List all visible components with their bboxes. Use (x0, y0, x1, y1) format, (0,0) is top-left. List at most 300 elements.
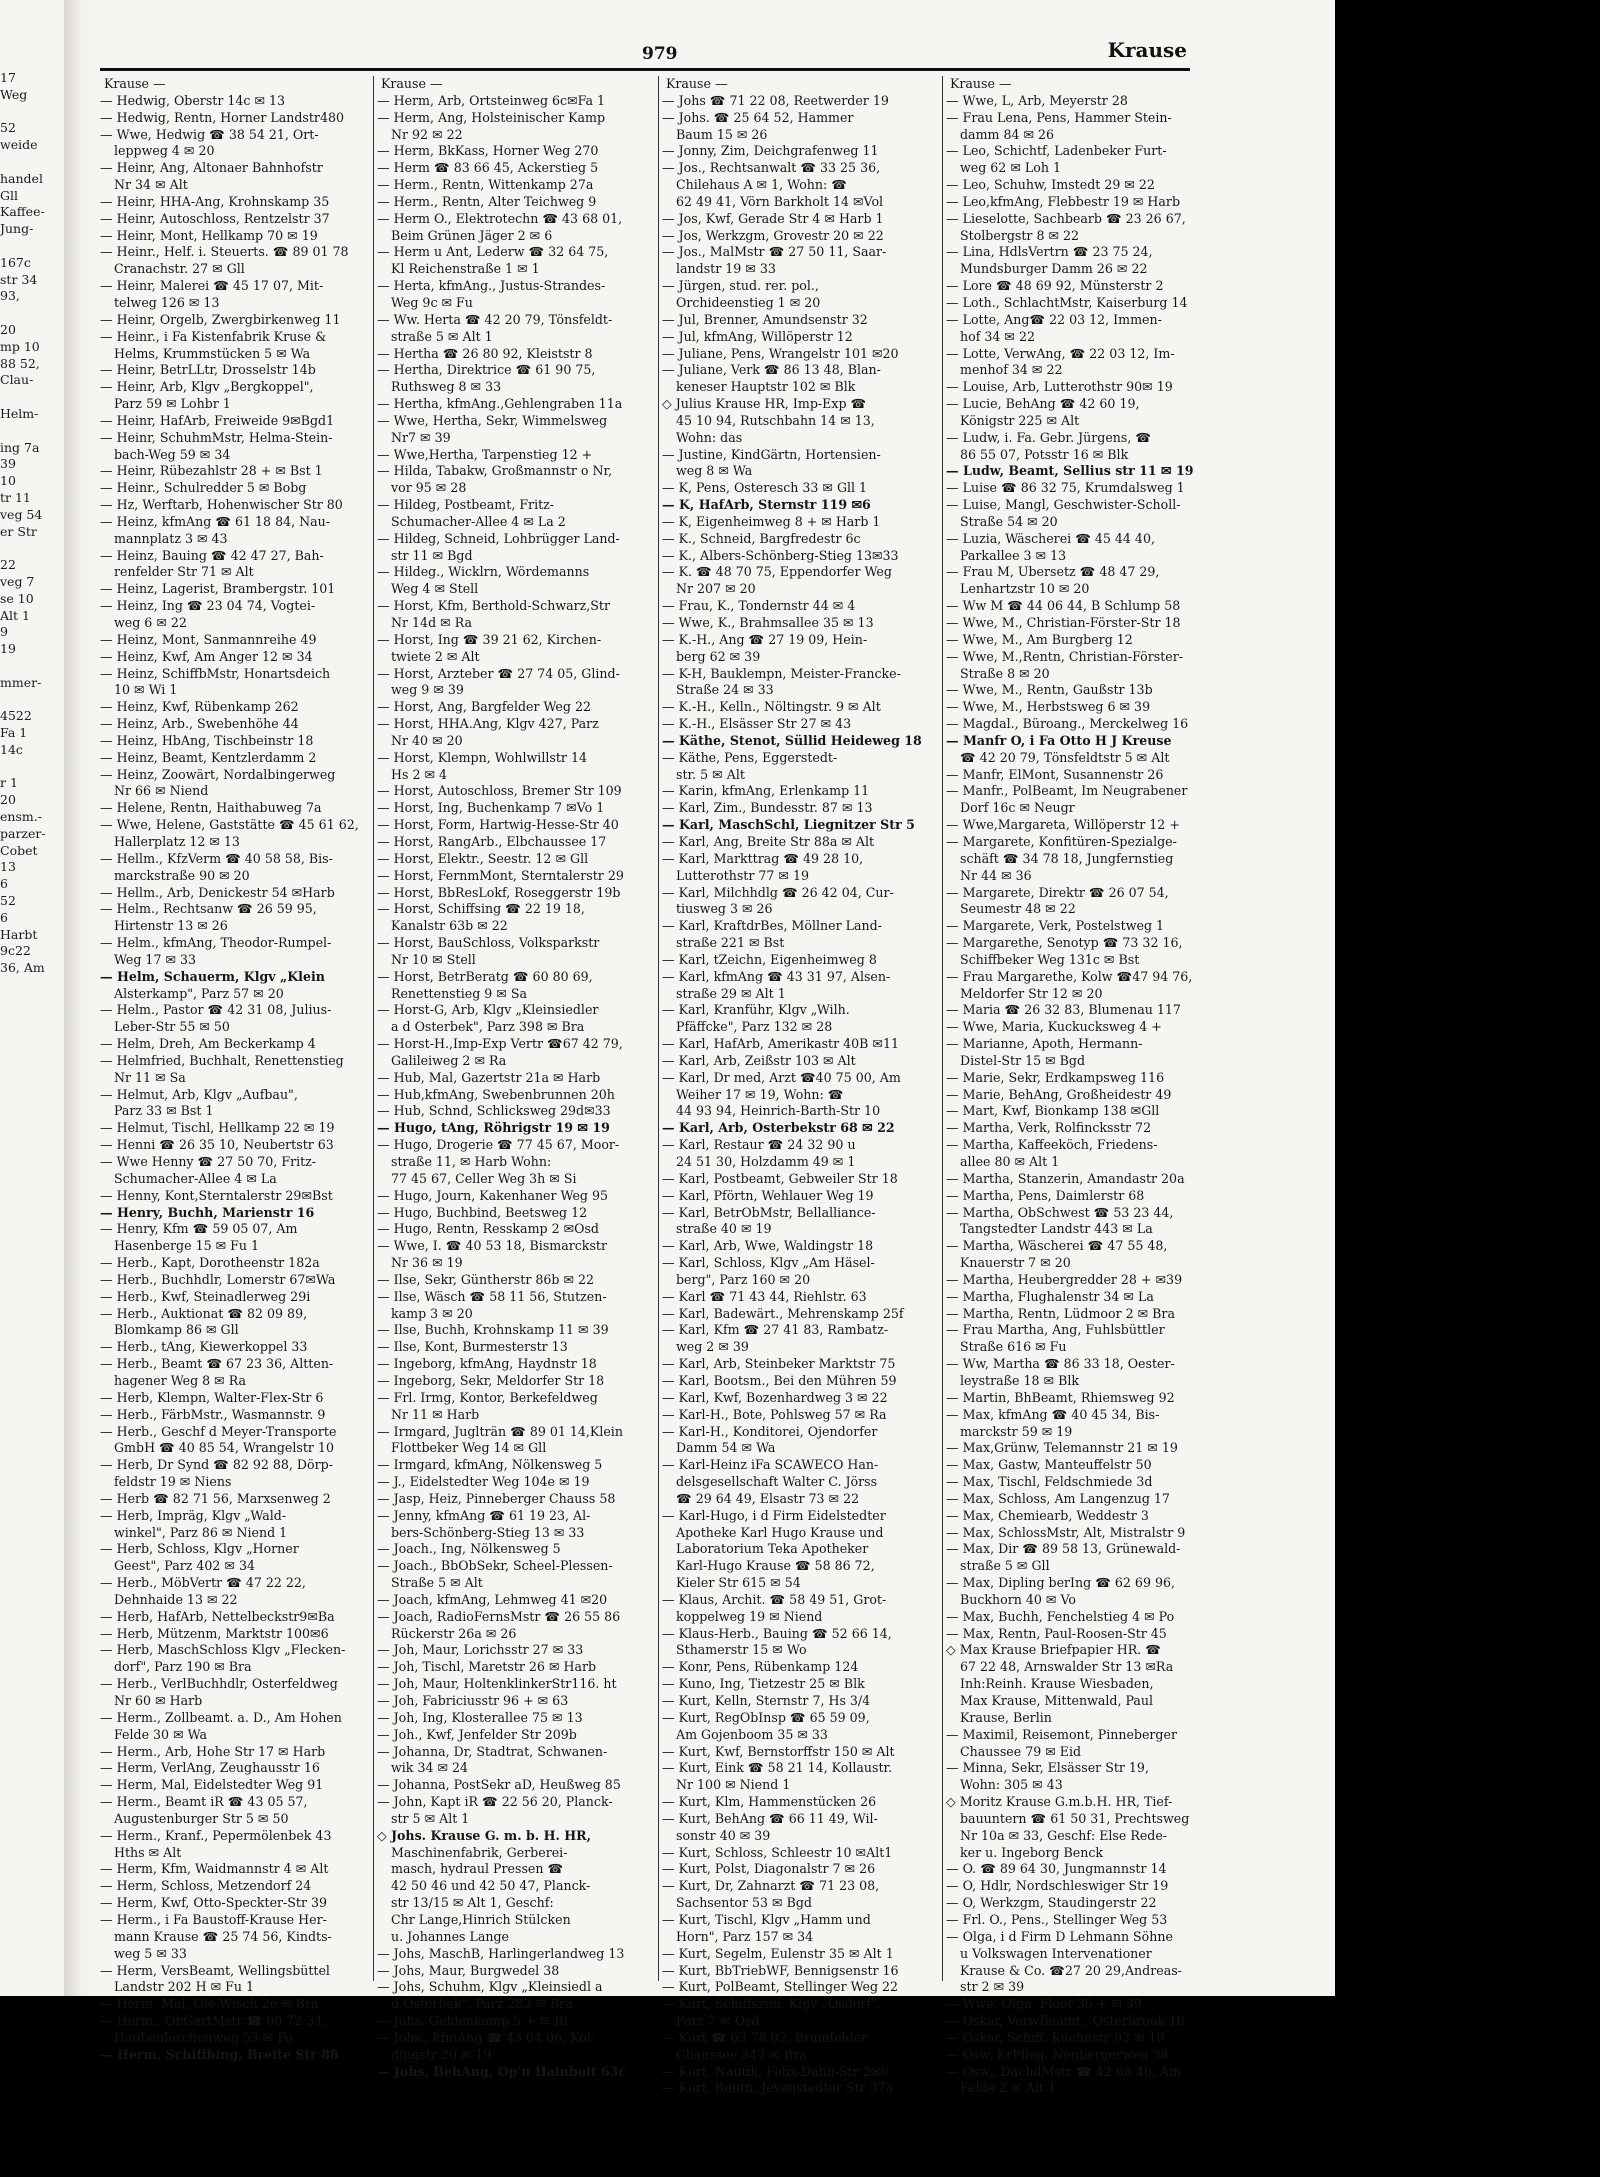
directory-entry: — Johs., kfmAng ☎ 43 04 06, Kol- (377, 2029, 596, 2045)
margin-fragment (0, 238, 60, 255)
directory-entry: — Marianne, Apoth, Hermann- (946, 1036, 1143, 1052)
entry-continuation: telweg 126 ✉ 13 (114, 294, 220, 310)
entry-continuation: Tangstedter Landstr 443 ✉ La (960, 1221, 1153, 1237)
margin-fragment: 52 (0, 893, 16, 909)
directory-entry: — Max, SchlossMstr, Alt, Mistralstr 9 (946, 1524, 1186, 1540)
directory-entry: — Joach., Ing, Nölkensweg 5 (377, 1541, 561, 1557)
directory-entry: — Herm., ObGartMstr ☎ 60 72 34, (100, 2013, 327, 2029)
entry-continuation: d Osterbek", Parz 283 ✉ Bra (391, 1996, 573, 2012)
entry-continuation: Beim Grünen Jäger 2 ✉ 6 (391, 227, 553, 243)
directory-entry: — Karl, Milchhdlg ☎ 26 42 04, Cur- (662, 884, 894, 900)
directory-entry: — Heinz, SchiffbMstr, Honartsdeich (100, 665, 331, 681)
directory-entry: — Heinr, Arb, Klgv „Bergkoppel", (100, 379, 314, 395)
entry-continuation: Distel-Str 15 ✉ Bgd (960, 1052, 1086, 1068)
directory-entry: — Herm., Arb, Hohe Str 17 ✉ Harb (100, 1743, 326, 1759)
directory-entry: — Karl, Arb, Steinbeker Marktstr 75 (662, 1356, 896, 1372)
entry-continuation: sonstr 40 ✉ 39 (676, 1827, 771, 1843)
directory-entry: — Herm., Kranf., Pepermölenbek 43 (100, 1827, 332, 1843)
directory-entry: — Hertha, Direktrice ☎ 61 90 75, (377, 362, 596, 378)
directory-entry: — Kurt, Dr, Zahnarzt ☎ 71 23 08, (662, 1878, 880, 1894)
entry-continuation: kamp 3 ✉ 20 (391, 1305, 473, 1321)
directory-entry: — Wwe, I. ☎ 40 53 18, Bismarckstr (377, 1238, 607, 1254)
entry-continuation: Chaussee 347 ✉ Bra (676, 2046, 807, 2062)
directory-entry: — Jasp, Heiz, Pinneberger Chauss 58 (377, 1490, 616, 1506)
directory-entry: — Margarete, Direktr ☎ 26 07 54, (946, 884, 1169, 900)
margin-fragment: 13 (0, 859, 16, 875)
directory-entry: — Konr, Pens, Rübenkamp 124 (662, 1659, 859, 1675)
directory-entry: — Ww, Martha ☎ 86 33 18, Oester- (946, 1356, 1175, 1372)
entry-continuation: Lutterothstr 77 ✉ 19 (676, 867, 809, 883)
entry-continuation: Weg 9c ✉ Fu (391, 294, 473, 310)
directory-entry: — Heinz, Lagerist, Brambergstr. 101 (100, 581, 336, 597)
directory-entry: — Heinz, Bauing ☎ 42 47 27, Bah- (100, 547, 324, 563)
column-1 (100, 76, 370, 2062)
entry-continuation: Galileiweg 2 ✉ Ra (391, 1052, 507, 1068)
entry-continuation: u. Johannes Lange (391, 1928, 510, 1944)
directory-entry: — Kurt, Tischl, Klgv „Hamm und (662, 1911, 871, 1927)
directory-entry: — Martha, Rentn, Lüdmoor 2 ✉ Bra (946, 1305, 1175, 1321)
margin-fragment: parzer- (0, 825, 46, 841)
entry-continuation: Nr 60 ✉ Harb (114, 1693, 203, 1708)
column-2 (377, 76, 655, 2079)
entry-continuation: Parz 7 ✉ Osd (676, 2013, 760, 2029)
directory-entry: — Martha, Flughalenstr 34 ✉ La (946, 1288, 1154, 1304)
entry-continuation: Landstr 202 H ✉ Fu 1 (114, 1979, 255, 1995)
column-head: Krause — (950, 76, 1012, 91)
directory-entry: — Karl, Ang, Breite Str 88a ✉ Alt (662, 833, 875, 849)
entry-continuation: str 2 ✉ 39 (960, 1979, 1025, 1995)
directory-entry: — Herb, Dr Synd ☎ 82 92 88, Dörp- (100, 1457, 333, 1473)
margin-fragment: Fa 1 (0, 725, 28, 741)
entry-continuation: Damm 54 ✉ Wa (676, 1440, 776, 1456)
directory-entry: — Lina, HdlsVertrn ☎ 23 75 24, (946, 244, 1153, 260)
directory-entry: — Helm, Dreh, Am Beckerkamp 4 (100, 1036, 316, 1052)
margin-fragment: Gll (0, 187, 18, 203)
directory-entry: — Hugo, Buchbind, Beetsweg 12 (377, 1204, 588, 1220)
directory-entry: — Frau Margarethe, Kolw ☎47 94 76, (946, 968, 1193, 984)
margin-fragment (0, 423, 60, 440)
directory-entry: — Louise, Arb, Lutterothstr 90✉ 19 (946, 379, 1173, 395)
margin-fragment: Weg (0, 86, 28, 102)
directory-entry: — Heinr, Ang, Altonaer Bahnhofstr (100, 160, 323, 176)
directory-entry: — Heinr., Schulredder 5 ✉ Bobg (100, 480, 307, 496)
entry-continuation: Nr 10 ✉ Stell (391, 951, 476, 967)
directory-entry: — Hertha, kfmAng.,Gehlengraben 11a (377, 396, 623, 412)
margin-fragment: mmer- (0, 674, 42, 690)
margin-fragment: str 34 (0, 271, 38, 287)
entry-continuation: Max Krause, Mittenwald, Paul (960, 1693, 1154, 1708)
entry-continuation: Flottbeker Weg 14 ✉ Gll (391, 1440, 547, 1456)
directory-entry: — Johs, Gehlenkamp 5 + ✉ Ri (377, 2013, 568, 2029)
directory-entry: — Kurt, Klm, Hammenstücken 26 (662, 1794, 877, 1810)
entry-continuation: Wohn: 305 ✉ 43 (960, 1777, 1063, 1793)
entry-continuation: Krause & Co. ☎27 20 29,Andreas- (960, 1962, 1182, 1978)
directory-entry: — Kuno, Ing, Tietzestr 25 ✉ Blk (662, 1676, 865, 1692)
directory-entry: — Joh, Maur, HoltenklinkerStr116. ht (377, 1676, 617, 1692)
directory-entry: — Heinr, Rübezahlstr 28 + ✉ Bst 1 (100, 463, 323, 479)
entry-continuation: vor 95 ✉ 28 (391, 480, 467, 496)
directory-entry: — Kurt, Eink ☎ 58 21 14, Kollaustr. (662, 1760, 893, 1776)
directory-entry: — Martin, BhBeamt, Rhiemsweg 92 (946, 1389, 1175, 1405)
entry-continuation: Straße 8 ✉ 20 (960, 665, 1050, 681)
margin-fragment: 52 (0, 120, 16, 136)
directory-entry: — Mart, Kwf, Bionkamp 138 ✉Gll (946, 1103, 1160, 1119)
directory-entry: — Kurt, Schloss, Schleestr 10 ✉Alt1 (662, 1844, 893, 1860)
entry-continuation: Nr 34 ✉ Alt (114, 177, 188, 193)
entry-continuation: wik 34 ✉ 24 (391, 1760, 469, 1776)
directory-entry: — Helm., Rechtsanw ☎ 26 59 95, (100, 901, 317, 917)
entry-continuation: Nr 100 ✉ Niend 1 (676, 1777, 791, 1793)
directory-entry: — Leo,kfmAng, Flebbestr 19 ✉ Harb (946, 193, 1181, 209)
directory-entry: — Horst, Form, Hartwig-Hesse-Str 40 (377, 817, 619, 833)
entry-continuation: Baum 15 ✉ 26 (676, 126, 768, 142)
directory-entry: — Wwe, K., Brahmsallee 35 ✉ 13 (662, 615, 874, 630)
directory-entry: — Hildeg, Postbeamt, Fritz- (377, 497, 555, 513)
margin-fragment (0, 389, 60, 406)
directory-entry: — Herm O., Elektrotechn ☎ 43 68 01, (377, 210, 623, 226)
directory-entry: — Herm, VersBeamt, Wellingsbüttel (100, 1962, 330, 1978)
directory-entry: — Horst, Ang, Bargfelder Weg 22 (377, 699, 591, 715)
directory-entry: — Karl, Pförtn, Wehlauer Weg 19 (662, 1187, 874, 1203)
entry-continuation: Hs 2 ✉ 4 (391, 766, 448, 782)
directory-entry: — Johs, Maur, Burgwedel 38 (377, 1962, 560, 1978)
entry-continuation: Schumacher-Allee 4 ✉ La 2 (391, 513, 566, 529)
entry-continuation: Kieler Str 615 ✉ 54 (676, 1575, 801, 1591)
directory-entry: — Minna, Sekr, Elsässer Str 19, (946, 1760, 1149, 1776)
directory-entry: — Heinr, Autoschloss, Rentzelstr 37 (100, 210, 330, 226)
directory-entry: — Osw., DachdMstr ☎ 42 68 46, Am (946, 2063, 1181, 2079)
directory-entry: — Horst-G, Arb, Klgv „Kleinsiedler (377, 1002, 599, 1018)
directory-entry: — Leo, Schuhw, Imstedt 29 ✉ 22 (946, 177, 1155, 193)
directory-entry: — K., Albers-Schönberg-Stieg 13✉33 (662, 547, 899, 563)
directory-entry: — Kurt, PolBeamt, Stellinger Weg 22 (662, 1979, 899, 1995)
directory-entry: — Helmut, Arb, Klgv „Aufbau", (100, 1086, 298, 1102)
margin-fragment: 88 52, (0, 355, 40, 371)
entry-continuation: 62 49 41, Vörn Barkholt 14 ✉Vol (676, 193, 884, 209)
directory-entry: — Lucie, BehAng ☎ 42 60 19, (946, 396, 1140, 412)
directory-entry: — Manfr O, i Fa Otto H J Kreuse (946, 732, 1172, 748)
entry-continuation: Schiffbeker Weg 131c ✉ Bst (960, 951, 1140, 967)
directory-entry: — Loth., SchlachtMstr, Kaiserburg 14 (946, 294, 1188, 310)
directory-entry: — Karl, BetrObMstr, Bellalliance- (662, 1204, 876, 1220)
directory-entry: — Irmgard, Juglträn ☎ 89 01 14,Klein (377, 1423, 623, 1439)
entry-continuation: Weg 4 ✉ Stell (391, 581, 479, 597)
entry-continuation: straße 11, ✉ Harb Wohn: (391, 1154, 552, 1169)
entry-continuation: dingstr 20 ✉ 19 (391, 2046, 492, 2062)
directory-entry: — K., Schneid, Bargfredestr 6c (662, 530, 861, 546)
directory-entry: — Hub,kfmAng, Swebenbrunnen 20h (377, 1086, 615, 1102)
directory-entry: — Herb ☎ 82 71 56, Marxsenweg 2 (100, 1490, 331, 1506)
directory-entry: — Heinz, kfmAng ☎ 61 18 84, Nau- (100, 513, 330, 529)
entry-continuation: 42 50 46 und 42 50 47, Planck- (391, 1878, 591, 1894)
directory-entry: — Kurt, Schiffszim, Klgv „Osdorf", (662, 1996, 881, 2012)
entry-continuation: Karl-Hugo Krause ☎ 58 86 72, (676, 1558, 875, 1574)
entry-continuation: dorf", Parz 190 ✉ Bra (114, 1659, 252, 1675)
entry-continuation: weg 2 ✉ 39 (676, 1339, 749, 1355)
directory-entry: — Hertha ☎ 26 80 92, Kleiststr 8 (377, 345, 593, 361)
entry-continuation: mannplatz 3 ✉ 43 (114, 530, 228, 546)
entry-continuation: Am Gojenboom 35 ✉ 33 (676, 1726, 828, 1742)
entry-continuation: renfelder Str 71 ✉ Alt (114, 564, 254, 580)
directory-entry: — Irmgard, kfmAng, Nölkensweg 5 (377, 1457, 603, 1473)
entry-continuation: str. 5 ✉ Alt (676, 766, 745, 782)
directory-entry: — Karl, KraftdrBes, Möllner Land- (662, 918, 882, 934)
directory-entry: — Martha, ObSchwest ☎ 53 23 44, (946, 1204, 1174, 1220)
margin-fragment: 9c22 (0, 943, 31, 959)
directory-entry: ◇ Max Krause Briefpapier HR. ☎ (946, 1642, 1161, 1658)
directory-entry: — Kurt, BehAng ☎ 66 11 49, Wil- (662, 1810, 878, 1826)
entry-continuation: Nr7 ✉ 39 (391, 429, 451, 445)
directory-entry: — Herb., FärbMstr., Wasmannstr. 9 (100, 1406, 326, 1422)
directory-entry: — Helm., kfmAng, Theodor-Rumpel- (100, 935, 332, 951)
directory-entry: — Herb, MaschSchloss Klgv „Flecken- (100, 1642, 346, 1658)
directory-entry: — Herb., Kapt, Dorotheenstr 182a (100, 1255, 320, 1271)
directory-entry: — Henni ☎ 26 35 10, Neubertstr 63 (100, 1137, 334, 1153)
entry-continuation: Straße 24 ✉ 33 (676, 682, 774, 698)
directory-entry: — Klaus-Herb., Bauing ☎ 52 66 14, (662, 1625, 892, 1641)
directory-entry: — Martha, Verk, Rolfincksstr 72 (946, 1120, 1152, 1136)
margin-fragment: mp 10 (0, 338, 40, 354)
directory-entry: — Herb., Kwf, Steinadlerweg 29i (100, 1288, 311, 1304)
directory-entry: — Klaus, Archit. ☎ 58 49 51, Grot- (662, 1591, 887, 1607)
entry-continuation: menhof 34 ✉ 22 (960, 362, 1063, 378)
entry-continuation: keneser Hauptstr 102 ✉ Blk (676, 379, 856, 395)
directory-entry: — Max, kfmAng ☎ 40 45 34, Bis- (946, 1406, 1160, 1422)
directory-entry: — Luise ☎ 86 32 75, Krumdalsweg 1 (946, 480, 1185, 496)
entry-continuation: Geest", Parz 402 ✉ 34 (114, 1558, 255, 1574)
directory-entry: — Justine, KindGärtn, Hortensien- (662, 446, 881, 462)
directory-entry: — Herb, Mützenm, Marktstr 100✉6 (100, 1625, 329, 1641)
directory-entry: ◇ Johs. Krause G. m. b. H. HR, (377, 1827, 591, 1843)
directory-entry: — Karl, Bootsm., Bei den Mühren 59 (662, 1372, 897, 1388)
directory-entry: — Max, Rentn, Paul-Roosen-Str 45 (946, 1625, 1167, 1641)
entry-continuation: Hirtenstr 13 ✉ 26 (114, 918, 228, 934)
directory-entry: — Jos, Kwf, Gerade Str 4 ✉ Harb 1 (662, 210, 884, 226)
directory-entry: — Kurt, Kelln, Sternstr 7, Hs 3/4 (662, 1693, 871, 1708)
entry-continuation: weg 62 ✉ Loh 1 (960, 160, 1061, 176)
margin-fragment: veg 54 (0, 506, 43, 522)
entry-continuation: a d Osterbek", Parz 398 ✉ Bra (391, 1019, 585, 1035)
entry-continuation: Apotheke Karl Hugo Krause und (676, 1524, 884, 1540)
entry-continuation: Stolbergstr 8 ✉ 22 (960, 227, 1080, 243)
directory-entry: — Heinz, Kwf, Am Anger 12 ✉ 34 (100, 648, 313, 664)
directory-entry: — Herb, Klempn, Walter-Flex-Str 6 (100, 1389, 324, 1405)
directory-entry: — Frau M, Ubersetz ☎ 48 47 29, (946, 564, 1160, 580)
entry-continuation: Straße 54 ✉ 20 (960, 513, 1058, 529)
directory-entry: — Manfr, ElMont, Susannenstr 26 (946, 766, 1164, 782)
directory-entry: — Herb., MöbVertr ☎ 47 22 22, (100, 1575, 306, 1591)
directory-entry: — Max, Schloss, Am Langenzug 17 (946, 1490, 1170, 1506)
directory-entry: — Hellm., KfzVerm ☎ 40 58 58, Bis- (100, 850, 333, 866)
margin-fragment: 39 (0, 456, 16, 472)
directory-entry: — Herm., Rentn, Alter Teichweg 9 (377, 193, 597, 209)
directory-entry: — Horst, Elektr., Seestr. 12 ✉ Gll (377, 850, 589, 866)
directory-entry: — Frau Martha, Ang, Fuhlsbüttler (946, 1322, 1165, 1338)
entry-continuation: berg 62 ✉ 39 (676, 648, 761, 664)
directory-entry: — Maria ☎ 26 32 83, Blumenau 117 (946, 1002, 1181, 1018)
entry-continuation: Meldorfer Str 12 ✉ 20 (960, 985, 1103, 1001)
directory-entry: — Horst, Kfm, Berthold-Schwarz,Str (377, 598, 611, 614)
directory-entry: — Herm., Beamt iR ☎ 43 05 57, (100, 1794, 308, 1810)
directory-entry: — Ilse, Wäsch ☎ 58 11 56, Stutzen- (377, 1288, 607, 1304)
entry-continuation: ☎ 29 64 49, Elsastr 73 ✉ 22 (676, 1490, 860, 1506)
directory-entry: — Hedwig, Oberstr 14c ✉ 13 (100, 92, 286, 108)
directory-entry: — Jul, Brenner, Amundsenstr 32 (662, 311, 868, 327)
directory-entry: — Jul, kfmAng, Willöperstr 12 (662, 328, 853, 344)
column-4 (946, 76, 1204, 2096)
directory-entry: — Martha, Heubergredder 28 + ✉39 (946, 1271, 1183, 1287)
directory-entry: — Horst, BauSchloss, Volksparkstr (377, 935, 600, 951)
directory-entry: — Martha, Wäscherei ☎ 47 55 48, (946, 1238, 1168, 1254)
directory-entry: — Karl ☎ 71 43 44, Riehlstr. 63 (662, 1288, 867, 1304)
entry-continuation: bauuntern ☎ 61 50 31, Prechtsweg (960, 1810, 1190, 1826)
directory-entry: — Ludw, Beamt, Sellius str 11 ✉ 19 (946, 463, 1194, 479)
directory-entry: — Karl-Heinz iFa SCAWECO Han- (662, 1457, 879, 1473)
directory-entry: — Juliane, Pens, Wrangelstr 101 ✉20 (662, 345, 899, 361)
entry-continuation: u Volkswagen Intervenationer (960, 1945, 1152, 1961)
page-number: 979 (642, 44, 678, 64)
directory-entry: — Herm, Mal, Ole Wisch 2e ✉ Bra (100, 1996, 319, 2012)
entry-continuation: 10 ✉ Wi 1 (114, 682, 178, 698)
directory-entry: — Johanna, Dr, Stadtrat, Schwanen- (377, 1743, 608, 1759)
entry-continuation: landstr 19 ✉ 33 (676, 261, 776, 277)
directory-entry: — Heinr, BetrLLtr, Drosselstr 14b (100, 362, 316, 378)
directory-entry: — Ilse, Buchh, Krohnskamp 11 ✉ 39 (377, 1322, 609, 1338)
directory-entry: — Herb., tAng, Kiewerkoppel 33 (100, 1339, 308, 1355)
directory-entry: — Henry, Kfm ☎ 59 05 07, Am (100, 1221, 298, 1237)
entry-continuation: straße 40 ✉ 19 (676, 1221, 772, 1237)
directory-entry: — Hugo, Drogerie ☎ 77 45 67, Moor- (377, 1137, 620, 1153)
directory-entry: — Wwe, M.,Rentn, Christian-Förster- (946, 648, 1184, 664)
directory-entry: — Lotte, Ang☎ 22 03 12, Immen- (946, 311, 1162, 327)
entry-continuation: Weg 17 ✉ 33 (114, 951, 197, 967)
directory-entry: — Kurt, Kwf, Bernstorffstr 150 ✉ Alt (662, 1743, 895, 1759)
entry-continuation: straße 29 ✉ Alt 1 (676, 985, 786, 1001)
margin-fragment: veg 7 (0, 573, 35, 589)
directory-entry: — Hildeg, Schneid, Lohbrügger Land- (377, 530, 620, 546)
directory-entry: — Johanna, PostSekr aD, Heußweg 85 (377, 1777, 621, 1793)
entry-continuation: straße 5 ✉ Gll (960, 1558, 1050, 1574)
directory-entry: — Horst, Ing, Buchenkamp 7 ✉Vo 1 (377, 800, 605, 816)
margin-fragment: 6 (0, 909, 8, 925)
directory-entry: — Herm, Schiffbing, Breite Str 88 (100, 2046, 339, 2062)
margin-fragment: Kaffee- (0, 204, 45, 220)
directory-entry: — Osw, KrPfleg, Neubergerweg 38 (946, 2046, 1169, 2062)
directory-entry: — Käthe, Stenot, Süllid Heideweg 18 (662, 732, 922, 748)
entry-continuation: Nr 44 ✉ 36 (960, 867, 1032, 883)
directory-entry: — O. ☎ 89 64 30, Jungmannstr 14 (946, 1861, 1167, 1877)
directory-entry: — Karl, tZeichn, Eigenheimweg 8 (662, 951, 877, 967)
entry-continuation: bach-Weg 59 ✉ 34 (114, 446, 231, 462)
directory-entry: — Horst, HHA.Ang, Klgv 427, Parz (377, 716, 599, 732)
directory-entry: — Ludw, i. Fa. Gebr. Jürgens, ☎ (946, 429, 1152, 445)
directory-entry: — Frl. Irmg, Kontor, Berkefeldweg (377, 1389, 598, 1405)
entry-continuation: Nr 10a ✉ 33, Geschf: Else Rede- (960, 1827, 1168, 1843)
directory-entry: — Max,Grünw, Telemannstr 21 ✉ 19 (946, 1440, 1178, 1456)
entry-continuation: Horn", Parz 157 ✉ 34 (676, 1928, 814, 1944)
margin-fragment: r 1 (0, 775, 18, 791)
directory-entry: — Kurt, Segelm, Eulenstr 35 ✉ Alt 1 (662, 1945, 894, 1961)
directory-entry: — Wwe,Hertha, Tarpenstieg 12 + (377, 446, 593, 462)
margin-fragment: Harbt (0, 926, 38, 942)
directory-entry: — Herm., Zollbeamt. a. D., Am Hohen (100, 1709, 342, 1725)
entry-continuation: Hasenberge 15 ✉ Fu 1 (114, 1238, 260, 1254)
directory-entry: — Kurt, Polst, Diagonalstr 7 ✉ 26 (662, 1861, 876, 1877)
directory-entry: — Karl, HafArb, Amerikastr 40B ✉11 (662, 1036, 899, 1052)
directory-entry: — Martha, Kaffeeköch, Friedens- (946, 1137, 1158, 1153)
directory-entry: — Helmfried, Buchhalt, Renettenstieg (100, 1052, 344, 1068)
entry-continuation: Buckhorn 40 ✉ Vo (960, 1591, 1076, 1607)
directory-entry: — Heinz, Kwf, Rübenkamp 262 (100, 699, 299, 715)
directory-entry: — Herm, Kfm, Waidmannstr 4 ✉ Alt (100, 1861, 329, 1877)
margin-fragment: 10 (0, 473, 16, 489)
directory-entry: — K.-H., Kelln., Nöltingstr. 9 ✉ Alt (662, 699, 881, 715)
entry-continuation: ☎ 42 20 79, Tönsfeldtstr 5 ✉ Alt (960, 749, 1170, 765)
directory-entry: — Kurt, BbTriebWF, Bennigsenstr 16 (662, 1962, 899, 1978)
entry-continuation: feldstr 19 ✉ Niens (114, 1474, 232, 1490)
directory-entry: — Horst, Ing ☎ 39 21 62, Kirchen- (377, 631, 602, 647)
directory-entry: — Marie, Sekr, Erdkampsweg 116 (946, 1069, 1165, 1085)
directory-entry: — Horst, Klempn, Wohlwillstr 14 (377, 749, 587, 765)
entry-continuation: Nr 14d ✉ Ra (391, 615, 472, 630)
directory-entry: — Olga, i d Firm D Lehmann Söhne (946, 1928, 1173, 1944)
entry-continuation: Seumestr 48 ✉ 22 (960, 901, 1076, 917)
entry-continuation: Blomkamp 86 ✉ Gll (114, 1322, 239, 1338)
entry-continuation: 77 45 67, Celler Weg 3h ✉ Si (391, 1170, 577, 1186)
directory-entry: — Karl-H., Konditorei, Ojendorfer (662, 1423, 878, 1439)
margin-fragment: er Str (0, 523, 37, 539)
directory-entry: — Jenny, kfmAng ☎ 61 19 23, Al- (377, 1507, 591, 1523)
directory-entry: — Frau, K., Tondernstr 44 ✉ 4 (662, 598, 856, 614)
entry-continuation: str 13/15 ✉ Alt 1, Geschf: (391, 1895, 554, 1911)
entry-continuation: Maschinenfabrik, Gerberei- (391, 1844, 568, 1860)
directory-entry: — Karl, Arb, Osterbekstr 68 ✉ 22 (662, 1120, 895, 1136)
directory-entry: — Joh, Ing, Klosterallee 75 ✉ 13 (377, 1709, 583, 1725)
directory-entry: — K-H, Bauklempn, Meister-Francke- (662, 665, 901, 681)
directory-entry: — Herb, HafArb, Nettelbeckstr9✉Ba (100, 1608, 335, 1624)
directory-entry: — Lieselotte, Sachbearb ☎ 23 26 67, (946, 210, 1186, 226)
directory-entry: — Martha, Pens, Daimlerstr 68 (946, 1187, 1145, 1203)
entry-continuation: Nr 66 ✉ Niend (114, 783, 209, 799)
page-header-name: Krause (1107, 38, 1187, 62)
entry-continuation: Kl Reichenstraße 1 ✉ 1 (391, 261, 540, 277)
margin-fragment: tr 11 (0, 489, 31, 505)
entry-continuation: Hallerplatz 12 ✉ 13 (114, 833, 240, 849)
margin-fragment: 17 (0, 70, 16, 85)
entry-continuation: str 5 ✉ Alt 1 (391, 1810, 470, 1826)
directory-entry: — Herb., Auktionat ☎ 82 09 89, (100, 1305, 308, 1321)
directory-entry: — Wwe, Hedwig ☎ 38 54 21, Ort- (100, 126, 319, 142)
directory-entry: — Hugo, Journ, Kakenhaner Weg 95 (377, 1187, 608, 1203)
directory-entry: — Wwe, Hertha, Sekr, Wimmelsweg (377, 412, 608, 428)
directory-entry: — Heinz, Arb., Swebenhöhe 44 (100, 716, 299, 732)
entry-continuation: winkel", Parz 86 ✉ Niend 1 (114, 1524, 288, 1540)
directory-entry: — Ww. Herta ☎ 42 20 79, Tönsfeldt- (377, 311, 613, 327)
entry-continuation: ker u. Ingeborg Benck (960, 1844, 1104, 1860)
directory-entry: — K, Eigenheimweg 8 + ✉ Harb 1 (662, 513, 881, 529)
directory-entry: — Herta, kfmAng., Justus-Strandes- (377, 278, 606, 294)
margin-fragment (0, 104, 60, 121)
directory-entry: — Horst, BetrBeratg ☎ 60 80 69, (377, 968, 593, 984)
directory-entry: — Herm., Rentn, Wittenkamp 27a (377, 177, 594, 193)
entry-continuation: Felde 2 ✉ Alt 1 (960, 2080, 1056, 2096)
directory-entry: — Joach, kfmAng, Lehmweg 41 ✉20 (377, 1591, 608, 1607)
entry-continuation: Knauerstr 7 ✉ 20 (960, 1255, 1071, 1271)
margin-fragment: 9 (0, 624, 8, 640)
directory-entry: — Luzia, Wäscherei ☎ 45 44 40, (946, 530, 1155, 546)
entry-continuation: weg 9 ✉ 39 (391, 682, 464, 698)
directory-entry: — Horst, BbResLokf, Roseggerstr 19b (377, 884, 621, 900)
